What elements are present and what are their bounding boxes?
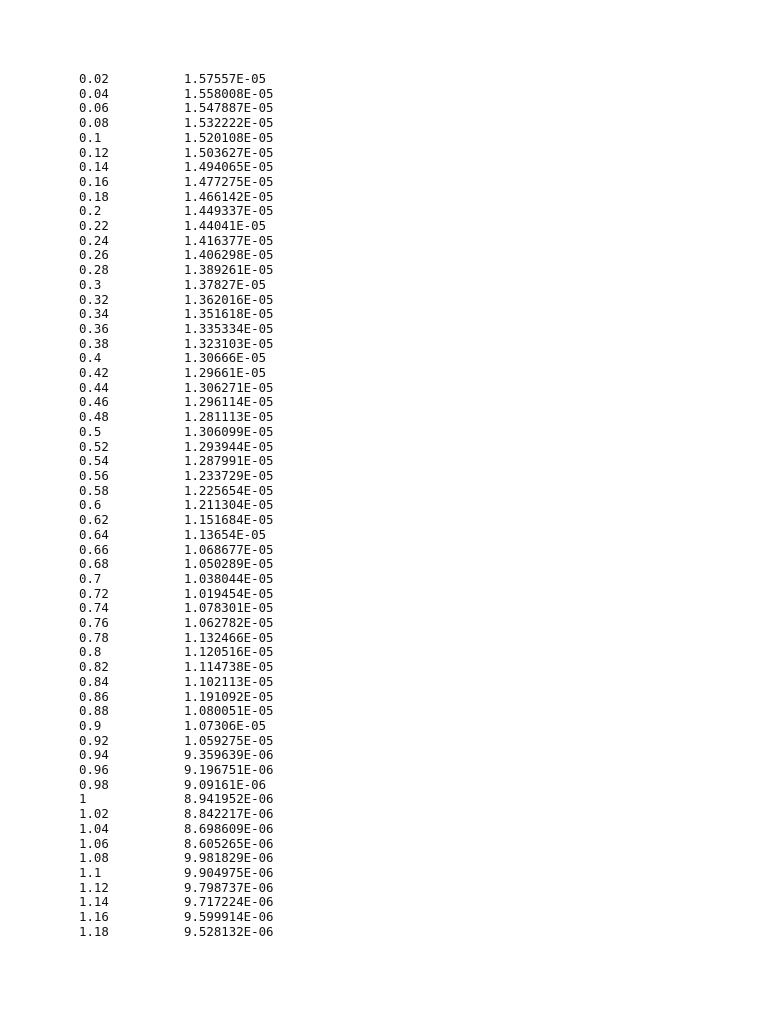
- table-row: [79, 498, 274, 513]
- x-value-cell: 0.82: [79, 659, 109, 675]
- table-row: [79, 734, 274, 749]
- y-value-cell: 1.558008E-05: [184, 85, 274, 101]
- table-row: [79, 454, 274, 469]
- y-value-cell: 1.389261E-05: [184, 262, 274, 278]
- x-value-cell: 0.64: [79, 526, 109, 542]
- table-row: [79, 146, 274, 161]
- table-row: [79, 690, 274, 705]
- table-row: [79, 219, 274, 234]
- table-row: [79, 440, 274, 455]
- y-value-cell: 1.13654E-05: [184, 526, 267, 542]
- y-value-cell: 8.605265E-06: [184, 835, 274, 851]
- y-value-cell: 9.09161E-06: [184, 776, 267, 792]
- x-value-cell: 1.14: [79, 894, 109, 910]
- table-row: [79, 410, 274, 425]
- y-value-cell: 1.306271E-05: [184, 379, 274, 395]
- x-value-cell: 0.18: [79, 188, 109, 204]
- x-value-cell: 0.38: [79, 335, 109, 351]
- y-value-cell: 1.191092E-05: [184, 688, 274, 704]
- y-value-cell: 1.078301E-05: [184, 600, 274, 616]
- x-value-cell: 0.72: [79, 585, 109, 601]
- y-value-cell: 9.717224E-06: [184, 894, 274, 910]
- y-value-cell: 1.532222E-05: [184, 115, 274, 131]
- table-row: [79, 528, 274, 543]
- y-value-cell: 1.449337E-05: [184, 203, 274, 219]
- y-value-cell: 1.211304E-05: [184, 497, 274, 513]
- table-row: [79, 322, 274, 337]
- x-value-cell: 1.12: [79, 879, 109, 895]
- x-value-cell: 0.58: [79, 482, 109, 498]
- table-row: [79, 866, 274, 881]
- y-value-cell: 9.904975E-06: [184, 864, 274, 880]
- y-value-cell: 1.151684E-05: [184, 512, 274, 528]
- y-value-cell: 1.477275E-05: [184, 173, 274, 189]
- y-value-cell: 1.102113E-05: [184, 673, 274, 689]
- y-value-cell: 1.07306E-05: [184, 717, 267, 733]
- x-value-cell: 0.44: [79, 379, 109, 395]
- x-value-cell: 0.4: [79, 350, 102, 366]
- y-value-cell: 9.798737E-06: [184, 879, 274, 895]
- y-value-cell: 1.520108E-05: [184, 129, 274, 145]
- table-row: [79, 234, 274, 249]
- x-value-cell: 0.42: [79, 365, 109, 381]
- table-row: [79, 631, 274, 646]
- y-value-cell: 1.335334E-05: [184, 320, 274, 336]
- table-row: [79, 851, 274, 866]
- x-value-cell: 0.3: [79, 276, 102, 292]
- x-value-cell: 0.66: [79, 541, 109, 557]
- x-value-cell: 0.16: [79, 173, 109, 189]
- table-row: [79, 337, 274, 352]
- y-value-cell: 9.981829E-06: [184, 850, 274, 866]
- x-value-cell: 0.02: [79, 71, 109, 86]
- table-row: [79, 748, 274, 763]
- table-row: [79, 307, 274, 322]
- x-value-cell: 0.74: [79, 600, 109, 616]
- y-value-cell: 8.698609E-06: [184, 820, 274, 836]
- x-value-cell: 0.46: [79, 394, 109, 410]
- table-row: [79, 381, 274, 396]
- x-value-cell: 0.28: [79, 262, 109, 278]
- x-value-cell: 0.76: [79, 615, 109, 631]
- x-value-cell: 0.26: [79, 247, 109, 263]
- table-row: [79, 72, 274, 87]
- x-value-cell: 1.02: [79, 806, 109, 822]
- y-value-cell: 1.062782E-05: [184, 615, 274, 631]
- y-value-cell: 9.599914E-06: [184, 909, 274, 925]
- y-value-cell: 1.30666E-05: [184, 350, 267, 366]
- y-value-cell: 1.233729E-05: [184, 467, 274, 483]
- x-value-cell: 0.04: [79, 85, 109, 101]
- table-row: [79, 792, 274, 807]
- x-value-cell: 0.78: [79, 629, 109, 645]
- x-value-cell: 0.08: [79, 115, 109, 131]
- data-table: [79, 72, 274, 939]
- table-row: [79, 484, 274, 499]
- y-value-cell: 1.296114E-05: [184, 394, 274, 410]
- x-value-cell: 1.18: [79, 923, 109, 939]
- x-value-cell: 1.04: [79, 820, 109, 836]
- table-row: [79, 101, 274, 116]
- table-row: [79, 675, 274, 690]
- x-value-cell: 1.1: [79, 864, 102, 880]
- y-value-cell: 1.050289E-05: [184, 556, 274, 572]
- x-value-cell: 0.22: [79, 218, 109, 234]
- x-value-cell: 0.88: [79, 703, 109, 719]
- x-value-cell: 0.8: [79, 644, 102, 660]
- x-value-cell: 0.2: [79, 203, 102, 219]
- y-value-cell: 8.842217E-06: [184, 806, 274, 822]
- x-value-cell: 0.32: [79, 291, 109, 307]
- table-row: [79, 807, 274, 822]
- y-value-cell: 1.293944E-05: [184, 438, 274, 454]
- x-value-cell: 0.98: [79, 776, 109, 792]
- table-row: [79, 837, 274, 852]
- x-value-cell: 0.68: [79, 556, 109, 572]
- table-row: [79, 543, 274, 558]
- x-value-cell: 1.08: [79, 850, 109, 866]
- y-value-cell: 1.225654E-05: [184, 482, 274, 498]
- y-value-cell: 1.57557E-05: [184, 71, 267, 86]
- y-value-cell: 9.359639E-06: [184, 747, 274, 763]
- y-value-cell: 1.351618E-05: [184, 306, 274, 322]
- y-value-cell: 1.120516E-05: [184, 644, 274, 660]
- table-row: [79, 645, 274, 660]
- x-value-cell: 0.9: [79, 717, 102, 733]
- y-value-cell: 1.038044E-05: [184, 570, 274, 586]
- y-value-cell: 1.114738E-05: [184, 659, 274, 675]
- y-value-cell: 1.416377E-05: [184, 232, 274, 248]
- table-row: [79, 910, 274, 925]
- table-row: [79, 763, 274, 778]
- table-row: [79, 351, 274, 366]
- table-row: [79, 278, 274, 293]
- y-value-cell: 1.406298E-05: [184, 247, 274, 263]
- table-row: [79, 704, 274, 719]
- table-row: [79, 925, 274, 940]
- table-row: [79, 160, 274, 175]
- table-row: [79, 572, 274, 587]
- table-row: [79, 719, 274, 734]
- table-row: [79, 587, 274, 602]
- x-value-cell: 0.56: [79, 467, 109, 483]
- x-value-cell: 1.06: [79, 835, 109, 851]
- x-value-cell: 0.5: [79, 423, 102, 439]
- x-value-cell: 0.36: [79, 320, 109, 336]
- x-value-cell: 0.06: [79, 100, 109, 116]
- y-value-cell: 1.287991E-05: [184, 453, 274, 469]
- table-row: [79, 116, 274, 131]
- x-value-cell: 1: [79, 791, 87, 807]
- x-value-cell: 0.54: [79, 453, 109, 469]
- y-value-cell: 1.323103E-05: [184, 335, 274, 351]
- x-value-cell: 0.86: [79, 688, 109, 704]
- x-value-cell: 0.48: [79, 409, 109, 425]
- x-value-cell: 0.1: [79, 129, 102, 145]
- table-row: [79, 175, 274, 190]
- table-row: [79, 190, 274, 205]
- table-row: [79, 366, 274, 381]
- table-row: [79, 557, 274, 572]
- table-row: [79, 895, 274, 910]
- x-value-cell: 0.84: [79, 673, 109, 689]
- table-row: [79, 513, 274, 528]
- y-value-cell: 9.528132E-06: [184, 923, 274, 939]
- x-value-cell: 1.16: [79, 909, 109, 925]
- table-row: [79, 601, 274, 616]
- y-value-cell: 1.132466E-05: [184, 629, 274, 645]
- table-row: [79, 248, 274, 263]
- x-value-cell: 0.24: [79, 232, 109, 248]
- table-row: [79, 204, 274, 219]
- x-value-cell: 0.92: [79, 732, 109, 748]
- table-row: [79, 395, 274, 410]
- y-value-cell: 1.547887E-05: [184, 100, 274, 116]
- x-value-cell: 0.7: [79, 570, 102, 586]
- y-value-cell: 1.362016E-05: [184, 291, 274, 307]
- table-row: [79, 131, 274, 146]
- x-value-cell: 0.52: [79, 438, 109, 454]
- table-row: [79, 881, 274, 896]
- y-value-cell: 9.196751E-06: [184, 762, 274, 778]
- y-value-cell: 1.080051E-05: [184, 703, 274, 719]
- y-value-cell: 1.44041E-05: [184, 218, 267, 234]
- table-row: [79, 293, 274, 308]
- y-value-cell: 1.306099E-05: [184, 423, 274, 439]
- y-value-cell: 1.059275E-05: [184, 732, 274, 748]
- table-row: [79, 822, 274, 837]
- y-value-cell: 1.019454E-05: [184, 585, 274, 601]
- x-value-cell: 0.62: [79, 512, 109, 528]
- y-value-cell: 1.37827E-05: [184, 276, 267, 292]
- x-value-cell: 0.96: [79, 762, 109, 778]
- y-value-cell: 1.494065E-05: [184, 159, 274, 175]
- table-row: [79, 469, 274, 484]
- x-value-cell: 0.34: [79, 306, 109, 322]
- y-value-cell: 1.281113E-05: [184, 409, 274, 425]
- table-row: [79, 87, 274, 102]
- x-value-cell: 0.94: [79, 747, 109, 763]
- table-row: [79, 425, 274, 440]
- data-table-body: [79, 72, 274, 939]
- table-row: [79, 660, 274, 675]
- x-value-cell: 0.6: [79, 497, 102, 513]
- y-value-cell: 1.466142E-05: [184, 188, 274, 204]
- y-value-cell: 1.503627E-05: [184, 144, 274, 160]
- table-row: [79, 778, 274, 793]
- x-value-cell: 0.12: [79, 144, 109, 160]
- x-value-cell: 0.14: [79, 159, 109, 175]
- y-value-cell: 1.29661E-05: [184, 365, 267, 381]
- table-row: [79, 263, 274, 278]
- y-value-cell: 8.941952E-06: [184, 791, 274, 807]
- table-row: [79, 616, 274, 631]
- y-value-cell: 1.068677E-05: [184, 541, 274, 557]
